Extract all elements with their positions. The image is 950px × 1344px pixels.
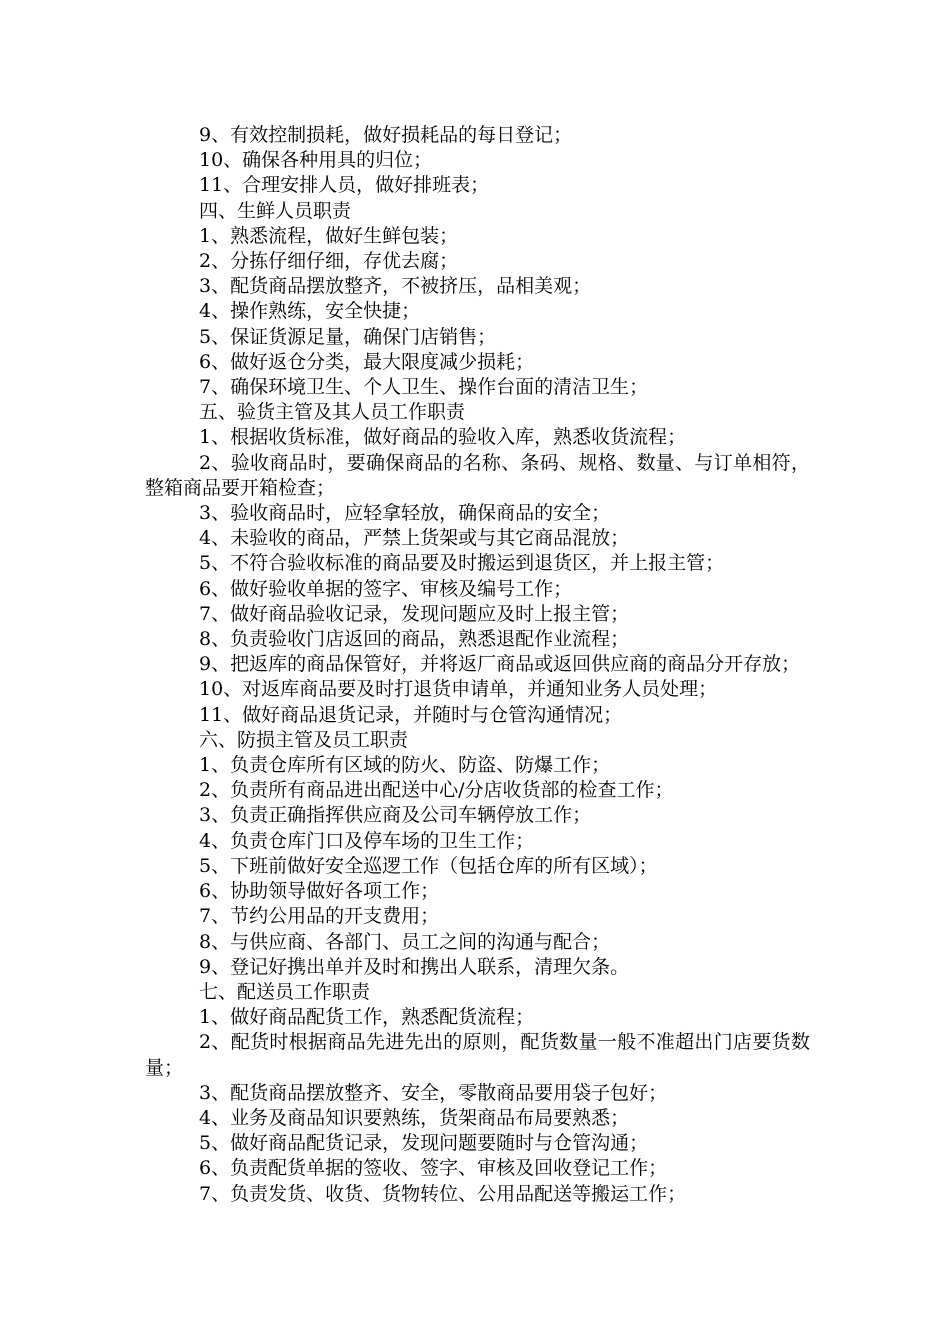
document-line: 4、业务及商品知识要熟练，货架商品布局要熟悉；	[199, 1106, 630, 1129]
document-line: 四、生鲜人员职责	[199, 199, 352, 222]
document-line: 2、验收商品时，要确保商品的名称、条码、规格、数量、与订单相符，整箱商品要开箱检查；	[145, 451, 810, 499]
document-line: 2、分拣仔细仔细，存优去腐；	[199, 250, 459, 273]
document-line: 8、与供应商、各部门、员工之间的沟通与配合；	[199, 930, 611, 953]
document-line: 3、负责正确指挥供应商及公司车辆停放工作；	[199, 804, 592, 827]
document-line: 4、操作熟练，安全快捷；	[199, 300, 421, 323]
document-line: 6、做好验收单据的签字、审核及编号工作；	[199, 577, 573, 600]
document-line: 9、有效控制损耗，做好损耗品的每日登记；	[199, 124, 573, 146]
document-line: 3、配货商品摆放整齐、安全，零散商品要用袋子包好；	[199, 1081, 668, 1104]
document-line: 10、对返库商品要及时打退货申请单，并通知业务人员处理；	[199, 678, 718, 701]
document-line: 1、负责仓库所有区域的防火、防盗、防爆工作；	[199, 754, 611, 777]
document-line: 1、根据收货标准，做好商品的验收入库，熟悉收货流程；	[199, 426, 687, 449]
document-line: 6、协助领导做好各项工作；	[199, 880, 440, 903]
document-line: 2、负责所有商品进出配送中心/分店收货部的检查工作；	[199, 779, 674, 802]
document-line: 9、把返库的商品保管好，并将返厂商品或返回供应商的商品分开存放；	[199, 653, 801, 676]
document-line: 5、下班前做好安全巡逻工作（包括仓库的所有区域）；	[199, 854, 658, 877]
document-line: 10、确保各种用具的归位；	[199, 149, 433, 172]
document-line: 5、保证货源足量，确保门店销售；	[199, 325, 497, 348]
document-line: 9、登记好携出单并及时和携出人联系，清理欠条。	[199, 955, 630, 978]
document-line: 3、验收商品时，应轻拿轻放，确保商品的安全；	[199, 502, 611, 525]
document-line: 2、配货时根据商品先进先出的原则，配货数量一般不准超出门店要货数量；	[145, 1031, 810, 1079]
document-line: 3、配货商品摆放整齐，不被挤压，品相美观；	[199, 275, 592, 298]
document-line: 5、做好商品配货记录，发现问题要随时与仓管沟通；	[199, 1132, 649, 1155]
document-line: 7、负责发货、收货、货物转位、公用品配送等搬运工作；	[199, 1182, 687, 1205]
document-line: 1、做好商品配货工作，熟悉配货流程；	[199, 1006, 535, 1029]
document-line: 11、做好商品退货记录，并随时与仓管沟通情况；	[199, 703, 623, 726]
document-line: 七、配送员工作职责	[199, 980, 371, 1003]
document-line: 五、验货主管及其人员工作职责	[199, 401, 466, 424]
document-line: 6、做好返仓分类，最大限度减少损耗；	[199, 350, 535, 373]
document-line: 7、确保环境卫生、个人卫生、操作台面的清洁卫生；	[199, 376, 649, 399]
document-body	[145, 123, 810, 1207]
document-line: 5、不符合验收标准的商品要及时搬运到退货区，并上报主管；	[199, 552, 725, 575]
document-line: 7、做好商品验收记录，发现问题应及时上报主管；	[199, 602, 630, 625]
document-line: 4、负责仓库门口及停车场的卫生工作；	[199, 829, 535, 852]
document-line: 11、合理安排人员，做好排班表；	[199, 174, 490, 197]
document-line: 8、负责验收门店返回的商品，熟悉退配作业流程；	[199, 628, 630, 651]
document-line: 4、未验收的商品，严禁上货架或与其它商品混放；	[199, 527, 630, 550]
document-line: 1、熟悉流程，做好生鲜包装；	[199, 224, 459, 247]
document-line: 六、防损主管及员工职责	[199, 728, 409, 751]
document-line: 6、负责配货单据的签收、签字、审核及回收登记工作；	[199, 1157, 668, 1180]
document-line: 7、节约公用品的开支费用；	[199, 905, 440, 928]
